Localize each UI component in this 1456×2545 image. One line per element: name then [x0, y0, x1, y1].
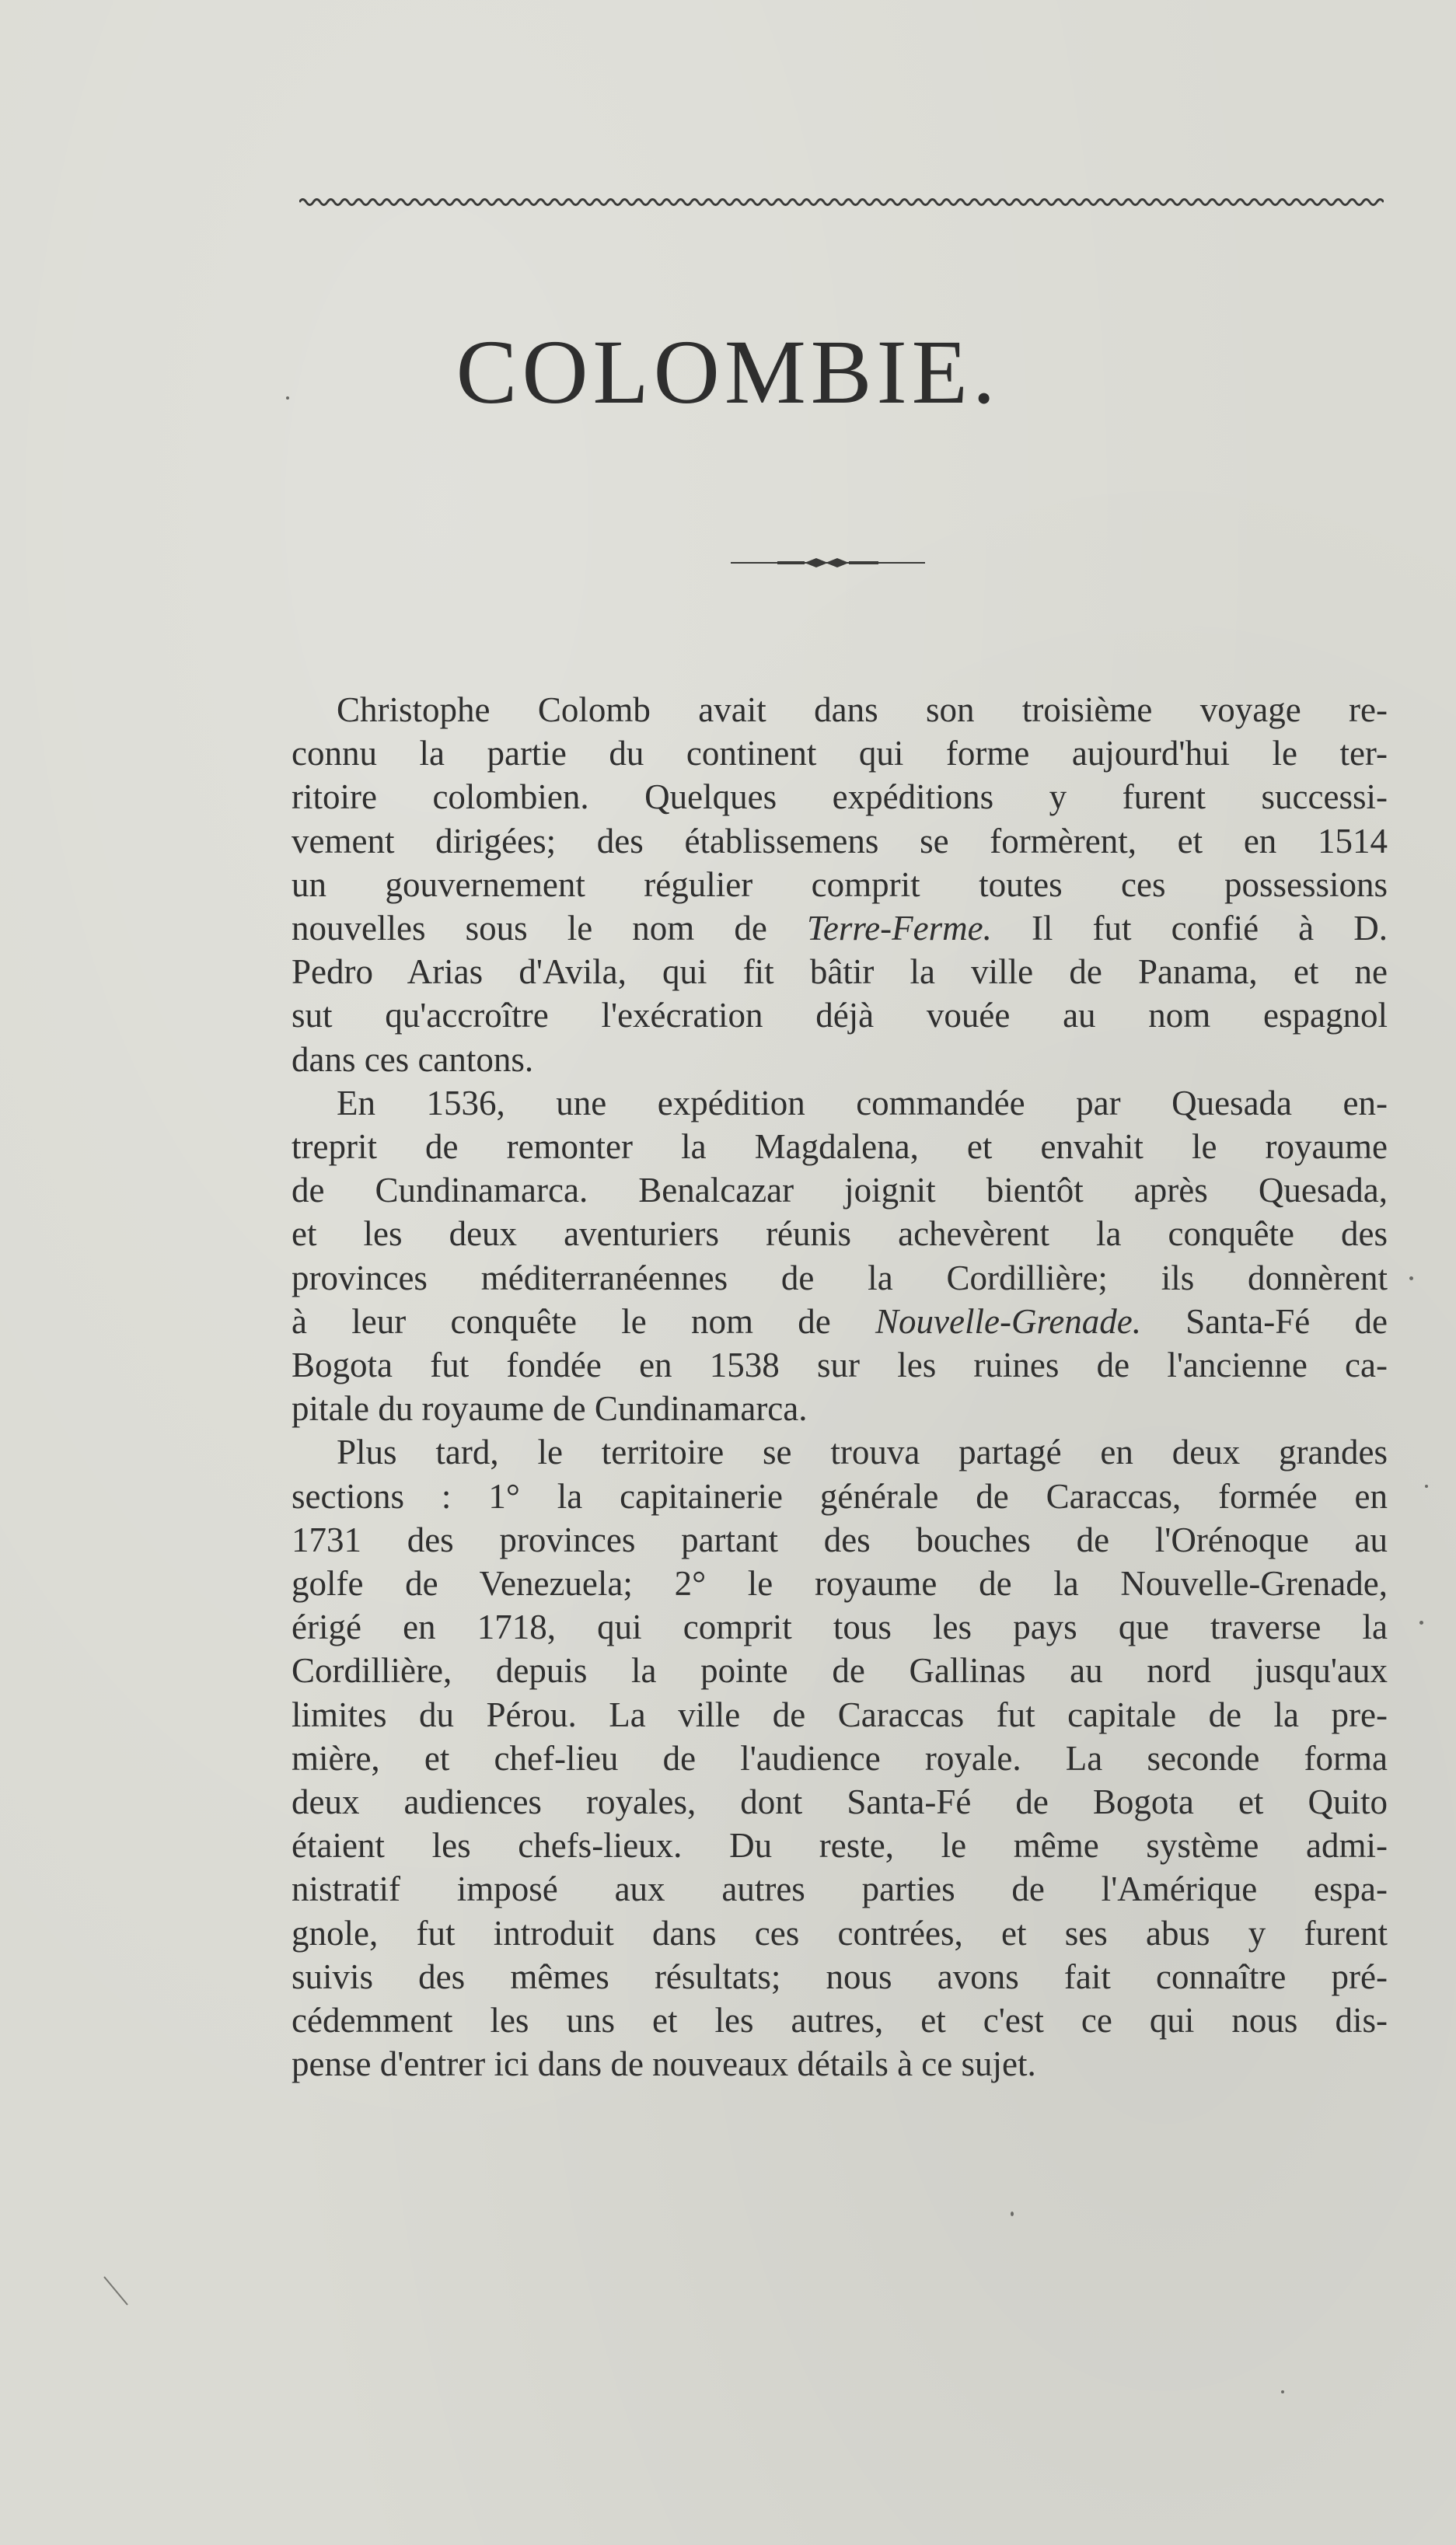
text-segment: limites du Pérou. La ville de Caraccas fut capitale de la pre- — [292, 1695, 1388, 1734]
paper-speck — [1419, 1621, 1423, 1625]
text-segment: sections : 1° la capitainerie générale de Caraccas, formée en — [292, 1476, 1388, 1516]
paper-speck — [1425, 1485, 1428, 1488]
text-segment: ritoire colombien. Quelques expéditions y furent successi- — [292, 777, 1388, 817]
text-segment: Il fut confié à D. — [991, 909, 1388, 948]
italic-term: Nouvelle-Grenade. — [875, 1301, 1141, 1341]
text-line — [292, 1955, 1388, 1999]
text-segment: mière, et chef-lieu de l'audience royale. La seconde forma — [292, 1738, 1388, 1778]
text-segment: érigé en 1718, qui comprit tous les pays que traverse la — [292, 1608, 1388, 1647]
text-segment: connu la partie du continent qui forme aujourd'hui le ter- — [292, 734, 1388, 773]
text-segment: Cordillière, depuis la pointe de Gallinas au nord jusqu'aux — [292, 1651, 1388, 1691]
text-segment: et les deux aventuriers réunis achevèrent la conquête des — [292, 1214, 1388, 1254]
text-line — [292, 775, 1388, 819]
text-segment: provinces méditerranéennes de la Cordillière; ils donnèrent — [292, 1258, 1388, 1297]
text-line — [292, 1867, 1388, 1911]
text-line — [292, 1300, 1388, 1343]
text-line — [292, 1038, 1388, 1081]
body-text — [292, 688, 1388, 2086]
title-dash-ornament — [731, 553, 925, 572]
text-line — [292, 1430, 1388, 1474]
text-line — [292, 1649, 1388, 1692]
paper-speck — [1409, 1276, 1413, 1280]
text-segment: vement dirigées; des établissemens se formèrent, et en 1514 — [292, 821, 1388, 861]
text-line — [292, 906, 1388, 950]
text-line — [292, 1911, 1388, 1955]
text-line — [292, 731, 1388, 775]
text-segment: cédemment les uns et les autres, et c'est ce qui nous dis- — [292, 2001, 1388, 2041]
text-line — [292, 950, 1388, 993]
italic-term: Terre-Ferme. — [806, 909, 992, 948]
paper-scratch-mark — [101, 2274, 132, 2309]
text-line — [292, 1168, 1388, 1212]
text-segment: 1731 des provinces partant des bouches de l'Orénoque au — [292, 1520, 1388, 1559]
text-segment: pense d'entrer ici dans de nouveaux détails à ce sujet. — [292, 2044, 1036, 2084]
text-segment: deux audiences royales, dont Santa-Fé de Bogota et Quito — [292, 1782, 1388, 1822]
text-line — [292, 688, 1388, 731]
text-segment: Christophe Colomb avait dans son troisième voyage re- — [337, 690, 1388, 729]
text-line — [292, 2042, 1388, 2086]
text-line — [292, 1081, 1388, 1125]
text-line — [292, 1999, 1388, 2042]
text-segment: nouvelles sous le nom de — [292, 909, 807, 948]
text-line — [292, 1125, 1388, 1168]
text-line — [292, 1605, 1388, 1649]
text-line — [292, 1343, 1388, 1387]
text-segment: Pedro Arias d'Avila, qui fit bâtir la ville de Panama, et ne — [292, 952, 1388, 992]
text-segment: En 1536, une expédition commandée par Quesada en- — [337, 1083, 1388, 1122]
paragraph — [292, 688, 1388, 1081]
text-line — [292, 1562, 1388, 1605]
text-segment: Plus tard, le territoire se trouva partagé en deux grandes — [337, 1433, 1388, 1472]
text-segment: pitale du royaume de Cundinamarca. — [292, 1389, 808, 1429]
text-segment: dans ces cantons. — [292, 1039, 534, 1079]
text-segment: nistratif imposé aux autres parties de l'Amérique espa- — [292, 1869, 1388, 1909]
text-line — [292, 863, 1388, 906]
paragraph — [292, 1081, 1388, 1431]
text-segment: de Cundinamarca. Benalcazar joignit bientôt après Quesada, — [292, 1171, 1388, 1210]
text-segment: étaient les chefs-lieux. Du reste, le même système admi- — [292, 1826, 1388, 1866]
text-line — [292, 1212, 1388, 1255]
paper-speck — [1011, 2212, 1014, 2216]
text-segment: treprit de remonter la Magdalena, et envahit le royaume — [292, 1127, 1388, 1167]
text-line — [292, 1387, 1388, 1430]
text-segment: à leur conquête le nom de — [292, 1301, 876, 1341]
text-segment: un gouvernement régulier comprit toutes ces possessions — [292, 864, 1388, 904]
text-line — [292, 819, 1388, 863]
text-line — [292, 1518, 1388, 1562]
text-line — [292, 1737, 1388, 1780]
text-line — [292, 1475, 1388, 1518]
paper-speck — [286, 396, 289, 400]
text-segment: gnole, fut introduit dans ces contrées, et ses abus y furent — [292, 1913, 1388, 1953]
page-title: COLOMBIE. — [456, 321, 1000, 423]
text-segment: sut qu'accroître l'exécration déjà vouée au nom espagnol — [292, 996, 1388, 1035]
paper-speck — [1281, 2390, 1284, 2393]
text-segment: suivis des mêmes résultats; nous avons fait connaître pré- — [292, 1957, 1388, 1996]
text-line — [292, 1824, 1388, 1867]
text-line — [292, 1780, 1388, 1824]
text-segment: golfe de Venezuela; 2° le royaume de la Nouvelle-Grenade, — [292, 1564, 1388, 1604]
paragraph — [292, 1430, 1388, 2086]
text-segment: Santa-Fé de — [1141, 1301, 1388, 1341]
text-segment: Bogota fut fondée en 1538 sur les ruines de l'ancienne ca- — [292, 1346, 1388, 1385]
text-line — [292, 1256, 1388, 1300]
header-ornament-rule — [299, 194, 1384, 210]
text-line — [292, 1693, 1388, 1737]
text-line — [292, 993, 1388, 1037]
